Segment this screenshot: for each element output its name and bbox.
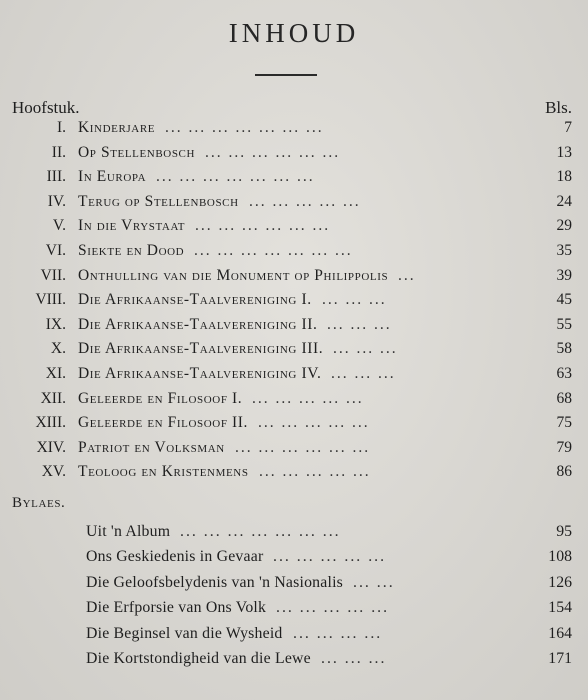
chapter-title: Teoloog en Kristenmens (78, 463, 249, 481)
page-number: 24 (556, 192, 572, 210)
leader-dots: ... ... ... ... ... ... (235, 438, 371, 456)
appendix-title: Ons Geskiedenis in Gevaar (86, 548, 264, 566)
appendix-title: Uit 'n Album (86, 523, 171, 540)
page-column-heading: Bls. (545, 98, 572, 117)
chapter-title: Op Stellenbosch (78, 143, 196, 161)
page-number: 171 (548, 649, 572, 667)
page-number: 126 (548, 573, 572, 591)
chapter-entry (0, 411, 588, 436)
chapter-numeral: II. (51, 143, 66, 161)
chapter-entry (0, 165, 588, 190)
appendix-entry (0, 595, 588, 620)
page-number: 75 (556, 414, 572, 432)
page-number: 95 (556, 523, 572, 540)
appendix-title: Die Geloofsbelydenis van 'n Nasionalis (86, 573, 344, 591)
chapter-numeral: VIII. (35, 291, 66, 309)
page-number: 13 (556, 143, 572, 161)
leader-dots: ... ... ... ... ... (273, 548, 387, 566)
leader-dots: ... ... ... ... ... ... ... (156, 168, 315, 186)
appendix-entry (0, 519, 588, 544)
leader-dots: ... ... ... ... (293, 624, 383, 642)
chapter-title: Onthulling van die Monument op Philippolis (78, 266, 389, 284)
chapter-title: In die Vrystaat (78, 217, 186, 235)
page-number: 86 (556, 463, 572, 481)
appendix-list (0, 519, 588, 671)
appendix-title: Die Kortstondigheid van die Lewe (86, 649, 311, 667)
appendix-entry (0, 570, 588, 595)
chapter-numeral: XV. (41, 463, 66, 481)
leader-dots: ... ... ... (331, 364, 396, 382)
chapter-numeral: IV. (47, 192, 66, 210)
page-number: 35 (556, 241, 572, 259)
chapter-entry (0, 288, 588, 313)
chapter-title: Die Afrikaanse-Taalvereniging II. (78, 315, 318, 333)
chapter-entry (0, 313, 588, 338)
chapter-title: Patriot en Volksman (78, 438, 225, 456)
chapter-title: Die Afrikaanse-Taalvereniging III. (78, 340, 324, 358)
leader-dots: ... ... ... (322, 291, 387, 309)
chapter-numeral: XI. (45, 364, 66, 382)
leader-dots: ... (398, 266, 416, 284)
page-number: 108 (548, 548, 572, 566)
chapter-numeral: III. (46, 168, 66, 186)
page-number: 58 (556, 340, 572, 358)
chapter-entry (0, 362, 588, 387)
chapter-title: Die Afrikaanse-Taalvereniging I. (78, 291, 312, 309)
leader-dots: ... ... ... (333, 340, 398, 358)
page-number: 29 (556, 217, 572, 235)
chapter-numeral: VI. (45, 241, 66, 259)
chapter-title: Geleerde en Filosoof II. (78, 414, 249, 432)
chapter-entry (0, 460, 588, 485)
leader-dots: ... ... ... ... ... (276, 599, 390, 617)
chapter-column-heading: Hoofstuk. (12, 98, 80, 117)
leader-dots: ... ... ... ... ... ... ... (194, 241, 353, 259)
appendix-entry (0, 544, 588, 569)
page-number: 39 (556, 266, 572, 284)
leader-dots: ... ... ... ... ... ... (195, 217, 331, 235)
chapter-entry (0, 337, 588, 362)
chapter-entry (0, 116, 588, 141)
chapter-numeral: V. (52, 217, 66, 235)
leader-dots: ... ... ... ... ... ... ... (180, 523, 341, 540)
chapter-title: Die Afrikaanse-Taalvereniging IV. (78, 364, 322, 382)
page-number: 18 (556, 168, 572, 186)
leader-dots: ... ... (353, 573, 395, 591)
chapter-entry (0, 436, 588, 461)
chapter-entry (0, 264, 588, 289)
leader-dots: ... ... ... ... ... (252, 389, 364, 407)
chapter-entry (0, 141, 588, 166)
leader-dots: ... ... ... ... ... (259, 463, 371, 481)
page-number: 68 (556, 389, 572, 407)
leader-dots: ... ... ... ... ... (249, 192, 361, 210)
chapter-numeral: I. (56, 119, 66, 136)
chapter-list (0, 116, 588, 485)
appendix-entry (0, 646, 588, 671)
chapter-title: Siekte en Dood (78, 241, 185, 259)
chapter-entry (0, 190, 588, 215)
chapter-numeral: XIV. (36, 438, 66, 456)
chapter-numeral: XIII. (35, 414, 66, 432)
chapter-title: Geleerde en Filosoof I. (78, 389, 243, 407)
page-number: 79 (556, 438, 572, 456)
page-number: 63 (556, 364, 572, 382)
page-number: 164 (548, 624, 572, 642)
leader-dots: ... ... ... ... ... (258, 414, 370, 432)
leader-dots: ... ... ... (327, 315, 392, 333)
appendix-entry (0, 621, 588, 646)
chapter-entry (0, 214, 588, 239)
chapter-numeral: XII. (40, 389, 66, 407)
title-divider (255, 74, 317, 76)
page-title: INHOUD (228, 18, 360, 48)
chapter-entry (0, 387, 588, 412)
page-number: 154 (548, 599, 572, 617)
leader-dots: ... ... ... (321, 649, 387, 667)
page-number: 7 (564, 119, 572, 136)
chapter-title: In Europa (78, 168, 147, 186)
chapter-numeral: IX. (45, 315, 66, 333)
chapter-title: Kinderjare (78, 119, 156, 136)
chapter-entry (0, 239, 588, 264)
leader-dots: ... ... ... ... ... ... ... (165, 119, 324, 136)
appendix-title: Die Beginsel van die Wysheid (86, 624, 283, 642)
chapter-title: Terug op Stellenbosch (78, 192, 239, 210)
leader-dots: ... ... ... ... ... ... (205, 143, 341, 161)
appendix-title: Die Erfporsie van Ons Volk (86, 599, 267, 617)
page-number: 55 (556, 315, 572, 333)
chapter-numeral: VII. (40, 266, 66, 284)
chapter-numeral: X. (50, 340, 66, 358)
page-number: 45 (556, 291, 572, 309)
appendix-heading: Bylaes. (12, 495, 66, 511)
